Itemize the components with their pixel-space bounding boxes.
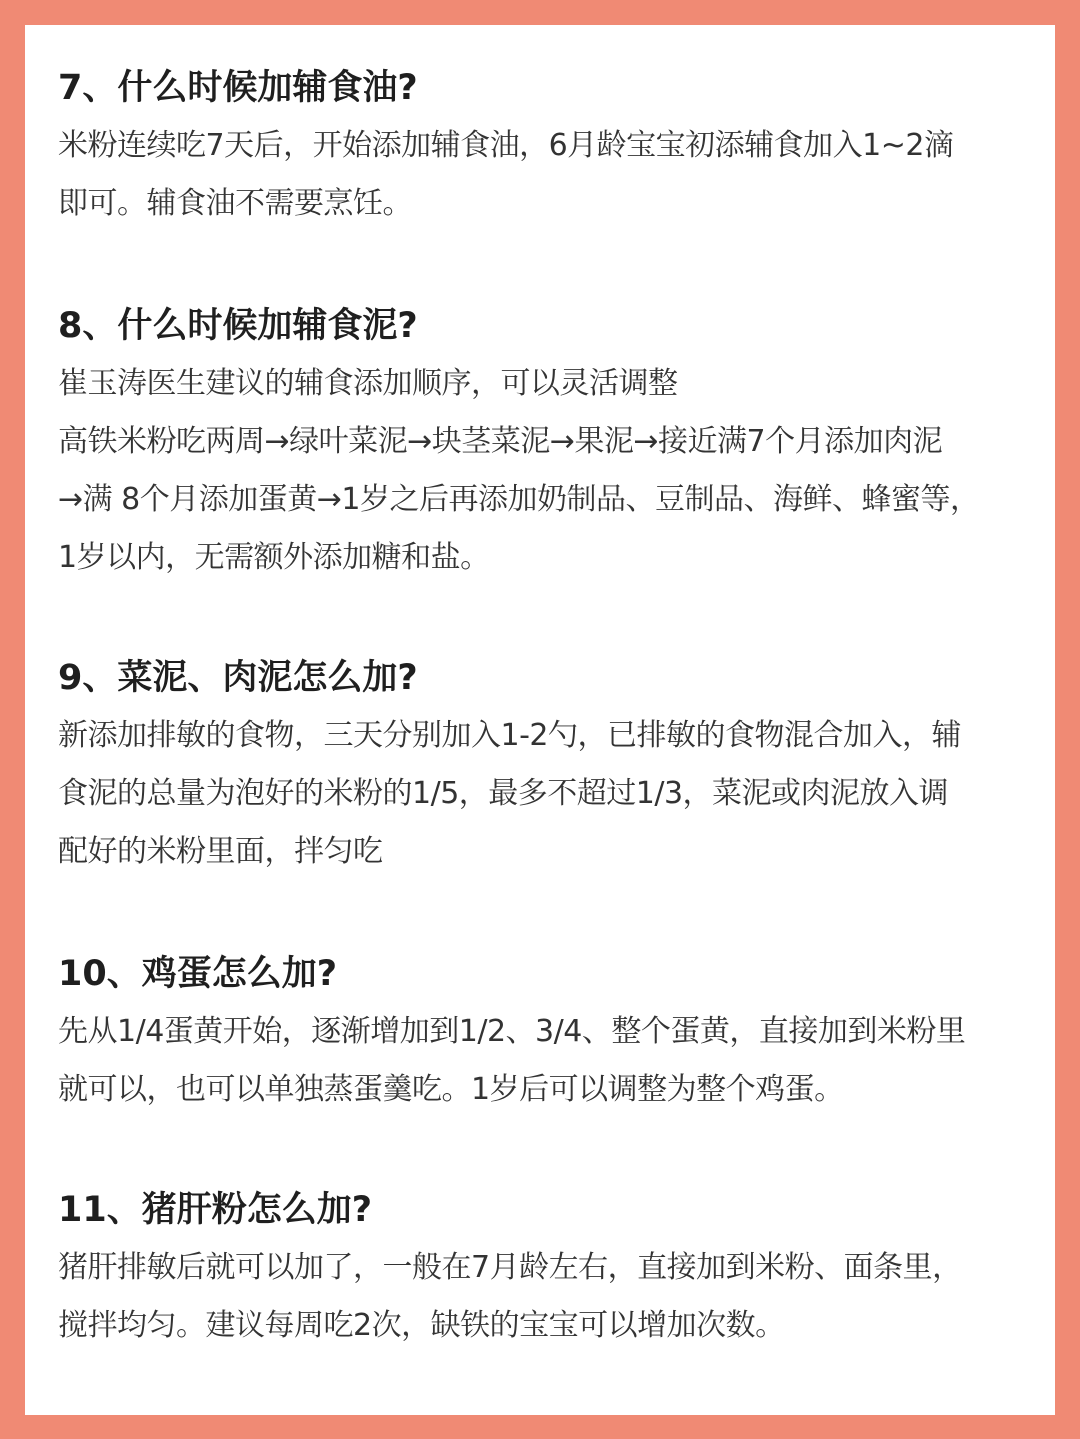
body-line: 1岁以内，无需额外添加糖和盐。 bbox=[58, 540, 490, 575]
body-line: 新添加排敏的食物，三天分别加入1-2勺，已排敏的食物混合加入，辅 bbox=[58, 718, 961, 753]
content-card bbox=[25, 25, 1055, 1415]
section-body bbox=[58, 707, 1048, 881]
body-line: 即可。辅食油不需要烹饪。 bbox=[58, 186, 412, 221]
section-heading: 8、什么时候加辅食泥? bbox=[58, 306, 418, 346]
section-8 bbox=[58, 305, 1048, 587]
body-line: 食泥的总量为泡好的米粉的1/5，最多不超过1/3，菜泥或肉泥放入调 bbox=[58, 776, 949, 811]
body-line: 配好的米粉里面，拌匀吃 bbox=[58, 834, 383, 869]
section-heading: 10、鸡蛋怎么加? bbox=[58, 954, 338, 994]
body-line: 搅拌均匀。建议每周吃2次，缺铁的宝宝可以增加次数。 bbox=[58, 1308, 785, 1343]
section-body bbox=[58, 355, 1048, 587]
body-line: 米粉连续吃7天后，开始添加辅食油，6月龄宝宝初添辅食加入1~2滴 bbox=[58, 128, 954, 163]
section-heading: 9、菜泥、肉泥怎么加? bbox=[58, 658, 418, 698]
body-line: 猪肝排敏后就可以加了，一般在7月龄左右，直接加到米粉、面条里， bbox=[58, 1250, 962, 1285]
section-body bbox=[58, 117, 1048, 233]
section-9 bbox=[58, 657, 1048, 881]
section-heading: 11、猪肝粉怎么加? bbox=[58, 1190, 373, 1230]
section-body bbox=[58, 1239, 1048, 1355]
section-7 bbox=[58, 67, 1048, 233]
body-line: 先从1/4蛋黄开始，逐渐增加到1/2、3/4、整个蛋黄，直接加到米粉里 bbox=[58, 1014, 966, 1049]
body-line: →满 8个月添加蛋黄→1岁之后再添加奶制品、豆制品、海鲜、蜂蜜等， bbox=[58, 482, 980, 517]
body-line: 崔玉涛医生建议的辅食添加顺序，可以灵活调整 bbox=[58, 366, 678, 401]
body-line: 就可以，也可以单独蒸蛋羹吃。1岁后可以调整为整个鸡蛋。 bbox=[58, 1072, 844, 1107]
section-heading: 7、什么时候加辅食油? bbox=[58, 68, 418, 108]
section-10 bbox=[58, 953, 1048, 1119]
section-body bbox=[58, 1003, 1048, 1119]
body-line: 高铁米粉吃两周→绿叶菜泥→块茎菜泥→果泥→接近满7个月添加肉泥 bbox=[58, 424, 943, 459]
section-11 bbox=[58, 1189, 1048, 1355]
